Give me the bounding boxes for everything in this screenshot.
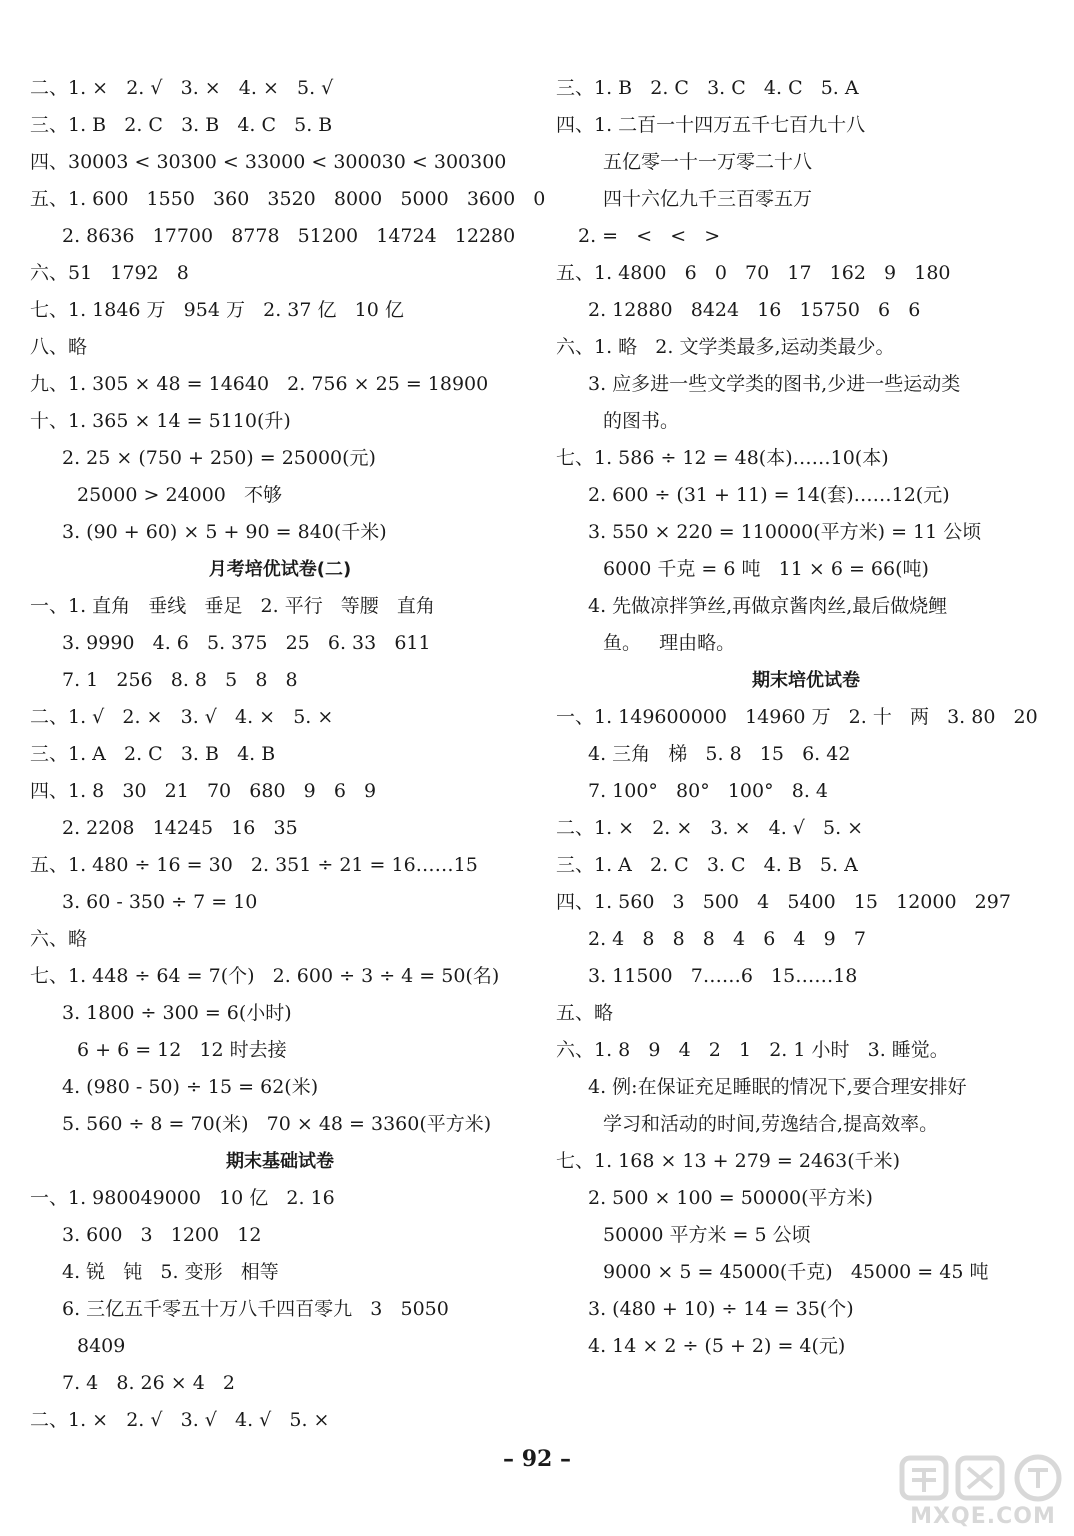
answer-line: 2. 500 × 100 = 50000(平方米) <box>588 1187 873 1209</box>
section-heading: 期末培优试卷 <box>752 670 860 691</box>
answer-line: 六、略 <box>30 928 88 950</box>
answer-line: 七、1. 448 ÷ 64 = 7(个) 2. 600 ÷ 3 ÷ 4 = 50(名) <box>30 965 500 987</box>
answer-line: 3. 9990 4. 6 5. 375 25 6. 33 611 <box>62 632 431 654</box>
answer-line: 三、1. A 2. C 3. B 4. B <box>30 743 276 765</box>
answer-line: 2. 2208 14245 16 35 <box>62 817 298 839</box>
answer-line: 一、1. 直角 垂线 垂足 2. 平行 等腰 直角 <box>30 595 435 617</box>
answer-line: 7. 1 256 8. 8 5 8 8 <box>62 669 298 691</box>
answer-line: 5. 560 ÷ 8 = 70(米) 70 × 48 = 3360(平方米) <box>62 1113 492 1135</box>
answer-line: 二、1. √ 2. × 3. √ 4. × 5. × <box>30 706 334 728</box>
answer-line: 九、1. 305 × 48 = 14640 2. 756 × 25 = 18900 <box>30 373 489 395</box>
answer-line: 五、1. 4800 6 0 70 17 162 9 180 <box>556 262 951 284</box>
watermark-logo-icon <box>898 1452 1068 1504</box>
answer-line: 2. 25 × (750 + 250) = 25000(元) <box>62 447 376 469</box>
answer-line: 二、1. × 2. √ 3. × 4. × 5. √ <box>30 77 334 99</box>
answer-line: 一、1. 980049000 10 亿 2. 16 <box>30 1187 335 1209</box>
answer-line: 十、1. 365 × 14 = 5110(升) <box>30 410 291 432</box>
answer-line: 4. 先做凉拌笋丝,再做京酱肉丝,最后做烧鲤 <box>588 595 948 617</box>
answer-line: 2. 4 8 8 8 4 6 4 9 7 <box>588 928 866 950</box>
answer-line: 二、1. × 2. √ 3. √ 4. √ 5. × <box>30 1409 330 1431</box>
answer-line: 6 + 6 = 12 12 时去接 <box>77 1039 287 1061</box>
answer-line: 50000 平方米 = 5 公顷 <box>603 1224 811 1246</box>
answer-line: 学习和活动的时间,劳逸结合,提高效率。 <box>603 1113 939 1135</box>
answer-line: 七、1. 1846 万 954 万 2. 37 亿 10 亿 <box>30 299 404 321</box>
answer-line: 七、1. 168 × 13 + 279 = 2463(千米) <box>556 1150 901 1172</box>
answer-line: 2. 8636 17700 8778 51200 14724 12280 <box>62 225 516 247</box>
answer-line: 3. (480 + 10) ÷ 14 = 35(个) <box>588 1298 854 1320</box>
page-number: – 92 – <box>503 1446 571 1472</box>
answer-line: 3. 600 3 1200 12 <box>62 1224 262 1246</box>
answer-line: 3. 1800 ÷ 300 = 6(小时) <box>62 1002 292 1024</box>
answer-line: 2. 12880 8424 16 15750 6 6 <box>588 299 921 321</box>
answer-line: 四、1. 8 30 21 70 680 9 6 9 <box>30 780 377 802</box>
answer-line: 6000 千克 = 6 吨 11 × 6 = 66(吨) <box>603 558 929 580</box>
answer-line: 4. 三角 梯 5. 8 15 6. 42 <box>588 743 851 765</box>
answer-line: 8409 <box>77 1335 126 1357</box>
answer-line: 四十六亿九千三百零五万 <box>603 188 813 210</box>
answer-line: 四、1. 560 3 500 4 5400 15 12000 297 <box>556 891 1011 913</box>
answer-line: 2. = < < > <box>578 225 721 247</box>
answer-line: 7. 4 8. 26 × 4 2 <box>62 1372 236 1394</box>
answer-line: 一、1. 149600000 14960 万 2. 十 两 3. 80 20 <box>556 706 1038 728</box>
answer-line: 4. 例:在保证充足睡眠的情况下,要合理安排好 <box>588 1076 967 1098</box>
answer-line: 25000 > 24000 不够 <box>77 484 283 506</box>
answer-line: 3. 11500 7……6 15……18 <box>588 965 858 987</box>
answer-line: 五、略 <box>556 1002 614 1024</box>
answer-line: 三、1. B 2. C 3. B 4. C 5. B <box>30 114 333 136</box>
answer-line: 三、1. B 2. C 3. C 4. C 5. A <box>556 77 859 99</box>
answer-line: 3. 550 × 220 = 110000(平方米) = 11 公顷 <box>588 521 982 543</box>
answer-line: 的图书。 <box>603 410 680 432</box>
section-heading: 月考培优试卷(二) <box>208 559 352 580</box>
answer-line: 二、1. × 2. × 3. × 4. √ 5. × <box>556 817 864 839</box>
answer-line: 五、1. 600 1550 360 3520 8000 5000 3600 0 <box>30 188 546 210</box>
site-watermark <box>898 1452 1068 1534</box>
answer-line: 三、1. A 2. C 3. C 4. B 5. A <box>556 854 858 876</box>
answer-line: 9000 × 5 = 45000(千克) 45000 = 45 吨 <box>603 1261 989 1283</box>
answer-line: 六、1. 略 2. 文学类最多,运动类最少。 <box>556 336 895 358</box>
answer-line: 四、1. 二百一十四万五千七百九十八 <box>556 114 866 136</box>
answer-line: 2. 600 ÷ (31 + 11) = 14(套)……12(元) <box>588 484 950 506</box>
answer-line: 鱼。 理由略。 <box>603 632 736 654</box>
answer-line: 3. 60 - 350 ÷ 7 = 10 <box>62 891 258 913</box>
answer-line: 3. (90 + 60) × 5 + 90 = 840(千米) <box>62 521 387 543</box>
answer-line: 五亿零一十一万零二十八 <box>603 151 813 173</box>
answer-line: 六、1. 8 9 4 2 1 2. 1 小时 3. 睡觉。 <box>556 1039 949 1061</box>
answer-line: 3. 应多进一些文学类的图书,少进一些运动类 <box>588 373 961 395</box>
section-heading: 期末基础试卷 <box>226 1151 334 1172</box>
answer-column-right <box>556 70 1056 1365</box>
watermark-url: MXQE.COM <box>910 1504 1056 1529</box>
answer-line: 6. 三亿五千零五十万八千四百零九 3 5050 <box>62 1298 449 1320</box>
answer-line: 八、略 <box>30 336 88 358</box>
answer-line: 4. 14 × 2 ÷ (5 + 2) = 4(元) <box>588 1335 846 1357</box>
answer-line: 4. (980 - 50) ÷ 15 = 62(米) <box>62 1076 319 1098</box>
answer-line: 四、30003 < 30300 < 33000 < 300030 < 300300 <box>30 151 507 173</box>
answer-line: 4. 锐 钝 5. 变形 相等 <box>62 1261 279 1283</box>
answer-line: 五、1. 480 ÷ 16 = 30 2. 351 ÷ 21 = 16……15 <box>30 854 478 876</box>
answer-line: 六、51 1792 8 <box>30 262 189 284</box>
answer-column-left <box>30 70 546 1439</box>
answer-line: 七、1. 586 ÷ 12 = 48(本)……10(本) <box>556 447 889 469</box>
answer-line: 7. 100° 80° 100° 8. 4 <box>588 780 828 802</box>
